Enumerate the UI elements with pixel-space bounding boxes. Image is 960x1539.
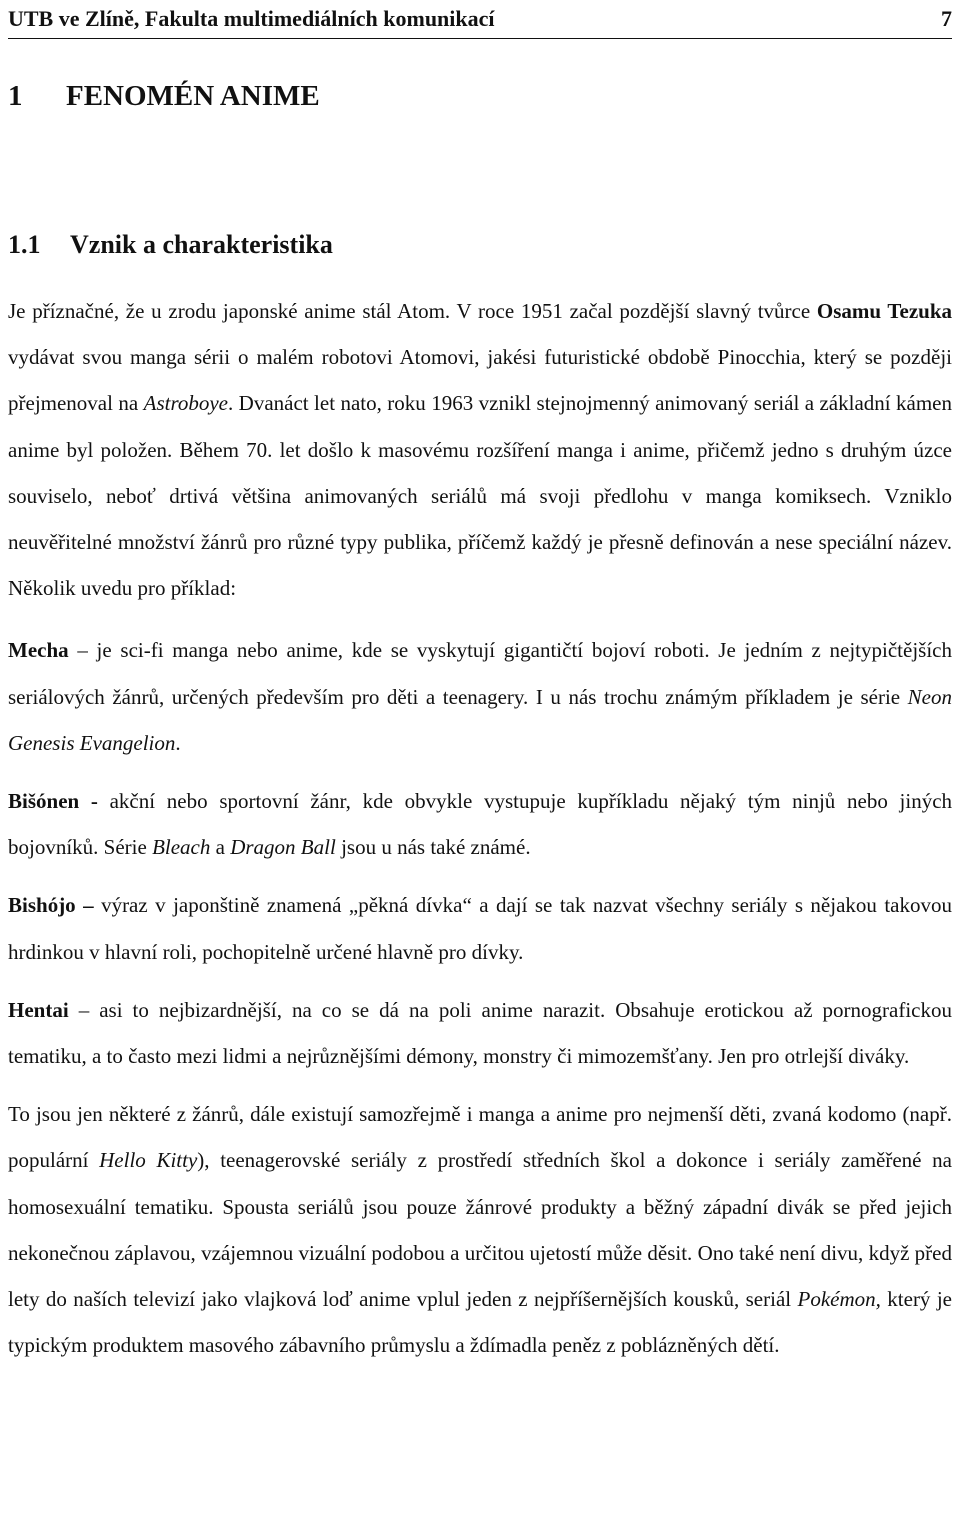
text-run: – asi to nejbizardnější, na co se dá na poli anime narazit. Obsahuje erotickou až pornografickou tematiku, a to často mezi lidmi a nejrůznějšími démony, monstry či mimozemšťany. Jen pro otrlejší diváky. xyxy=(8,997,952,1069)
body-text xyxy=(8,288,952,1380)
genre-term: Hentai xyxy=(8,997,69,1022)
section-title: Vznik a charakteristika xyxy=(70,230,333,259)
chapter-number: 1 xyxy=(8,80,23,112)
text-run: výraz v japonštině znamená „pěkná dívka“ a dají se tak nazvat všechny seriály s nějakou takovou hrdinkou v hlavní roli, pochopitelně určené hlavně pro dívky. xyxy=(8,893,952,964)
section-number: 1.1 xyxy=(8,230,41,259)
text-run: ), teenagerovské seriály z prostředí středních škol a dokonce i seriály zaměřené na homosexuální tematiku. Spousta seriálů jsou pouze žánrové produkty a běžný západní divák se před jejich nekonečnou záplavou, vzájemnou vizuální podobou a určitou ujetostí může děsit. Ono také není divu, když před lety do naších televizí jako vlajková loď anime vplul jeden z nejpříšernějších kousků, seriál xyxy=(8,1148,952,1312)
header-title: UTB ve Zlíně, Fakulta multimediálních komunikací xyxy=(8,6,495,31)
text-run: . xyxy=(175,730,181,755)
running-header xyxy=(8,6,952,39)
text-run: akční nebo sportovní žánr, kde obvykle vystupuje kupříkladu nějaký tým ninjů nebo jiných bojovníků. Série xyxy=(8,789,953,860)
text-run: který je typickým produktem masového zábavního průmyslu a ždímadla peněz z poblázněných dětí. xyxy=(8,1287,952,1358)
text-run: jsou u nás také známé. xyxy=(335,835,531,860)
paragraph-mecha xyxy=(8,627,952,766)
text-run: – je sci-fi manga nebo anime, kde se vyskytují gigantičtí bojoví roboti. Je jedním z nejtypičtějších seriálových žánrů, určených především pro děti a teenagery. I u nás trochu známým příkladem je série xyxy=(8,638,952,709)
work-title: Astroboye xyxy=(143,391,228,416)
paragraph-bishojo xyxy=(8,882,952,974)
genre-term: Bišónen - xyxy=(8,789,98,814)
section-heading xyxy=(8,230,333,260)
text-run: Je příznačné, že u zrodu japonské anime stál Atom. V roce 1951 začal pozdější slavný tvůrce xyxy=(8,299,817,323)
work-title: Neon Genesis Evangelion xyxy=(8,684,952,755)
chapter-heading xyxy=(8,80,320,113)
author-name: Osamu Tezuka xyxy=(816,299,952,323)
text-run: To jsou jen některé z žánrů, dále existují samozřejmě i manga a anime pro nejmenší děti, zvaná kodomo (např. populární xyxy=(8,1102,952,1173)
text-run: a xyxy=(210,835,231,860)
chapter-title: FENOMÉN ANIME xyxy=(66,80,320,112)
paragraph-bishonen xyxy=(8,778,952,870)
genre-term: Mecha xyxy=(8,638,69,663)
work-title: Dragon Ball xyxy=(230,835,336,860)
paragraph-other-genres xyxy=(8,1091,952,1368)
paragraph-hentai xyxy=(8,987,952,1079)
paragraph-intro xyxy=(8,288,952,611)
page-number: 7 xyxy=(941,6,952,31)
work-title: Bleach xyxy=(152,835,211,860)
genre-term: Bishójo – xyxy=(8,893,94,918)
text-run: . Dvanáct let nato, roku 1963 vznikl stejnojmenný animovaný seriál a základní kámen anime byl položen. Během 70. let došlo k masovému rozšíření manga i anime, přičemž jedno s druhým úzce souviselo, neboť drtivá většina animovaných seriálů má svoji předlohu v manga komiksech. Vzniklo neuvěřitelné množství žánrů pro různé typy publika, příčemž každý je přesně definován a nese speciální název. Několik uvedu pro příklad: xyxy=(8,391,952,601)
work-title: Hello Kitty xyxy=(99,1148,198,1173)
work-title: Pokémon, xyxy=(797,1287,881,1312)
text-run: vydávat svou manga sérii o malém robotovi Atomovi, jakési futuristické obdobě Pinocchia, který se později přejmenoval na xyxy=(8,345,952,416)
